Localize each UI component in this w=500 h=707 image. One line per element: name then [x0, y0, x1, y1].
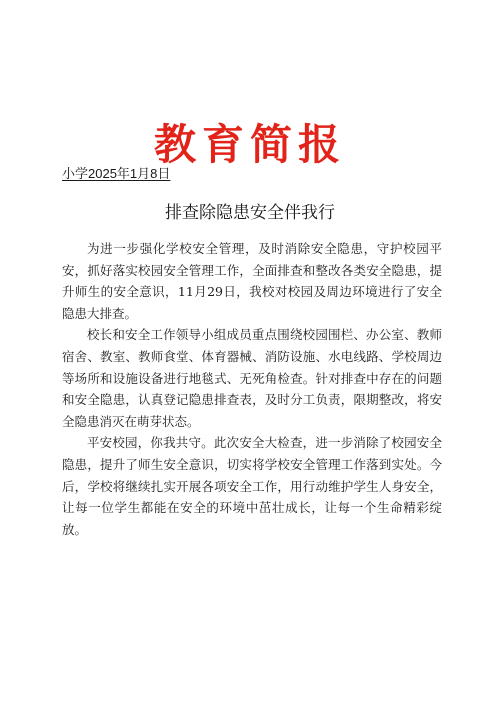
paragraph: 为进一步强化学校安全管理，及时消除安全隐患，守护校园平安，抓好落实校园安全管理工作，全面排查和整改各类安全隐患，提升师生的安全意识，11月29日，我校对校园及周边环境进行了安全隐患大排查。 [62, 241, 442, 321]
paragraph: 平安校园，你我共守。此次安全大检查，进一步消除了校园安全隐患，提升了师生安全意识，切实将学校安全管理工作落到实处。今后，学校将继续扎实开展各项安全工作，用行动维护学生人身安全，让每一位学生都能在安全的环境中茁壮成长，让每一个生命精彩绽放。 [62, 435, 442, 537]
dateline: 小学2025年1月8日 [62, 166, 171, 181]
article-body [62, 238, 442, 540]
article-headline: 排查除隐患安全伴我行 [165, 203, 335, 223]
masthead-title: 教育简报 [153, 120, 346, 169]
paragraph: 校长和安全工作领导小组成员重点围绕校园围栏、办公室、教师宿舍、教室、教师食堂、体育器械、消防设施、水电线路、学校周边等场所和设施设备进行地毯式、无死角检查。针对排查中存在的问题和安全隐患，认真登记隐患排查表，及时分工负责，限期整改，将安全隐患消灭在萌芽状态。 [62, 327, 442, 429]
